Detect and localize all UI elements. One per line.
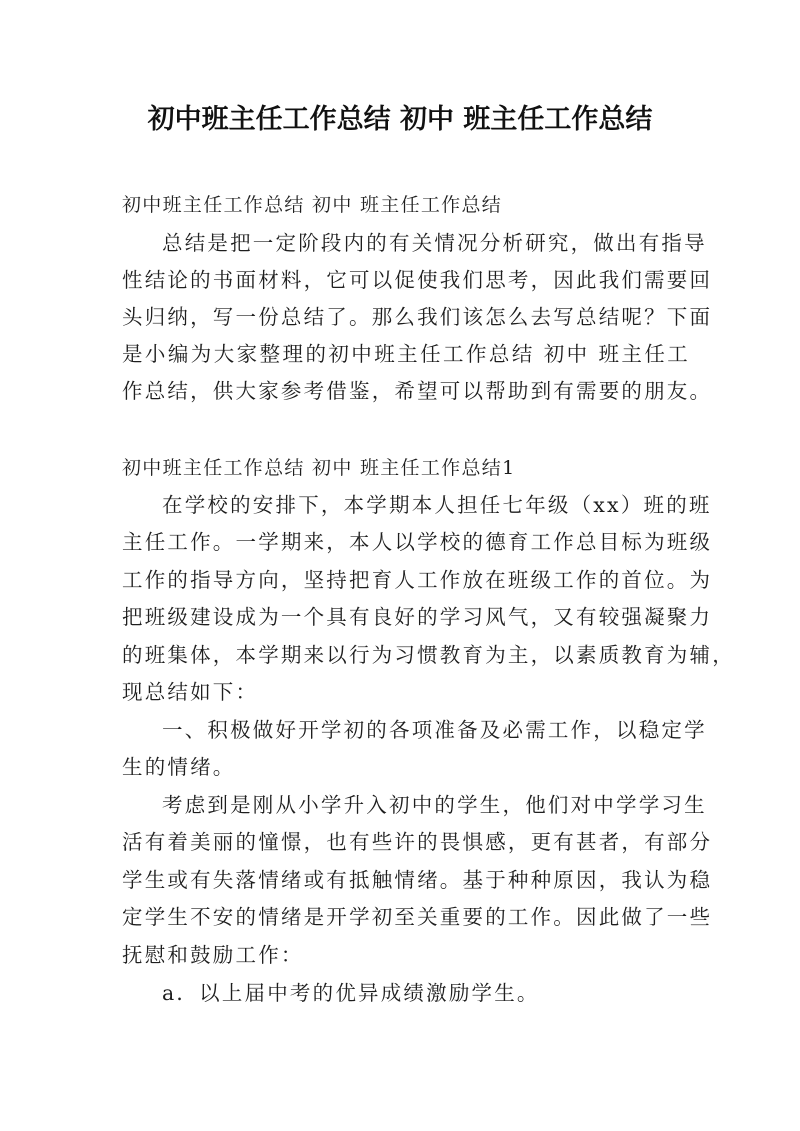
intro-line: 性结论的书面材料，它可以促使我们思考，因此我们需要回 [122,268,713,292]
intro-line: 是小编为大家整理的初中班主任工作总结 初中 班主任工 [122,342,690,366]
intro-line: 作总结，供大家参考借鉴，希望可以帮助到有需要的朋友。 [122,379,713,403]
section-line: 工作的指导方向，坚持把育人工作放在班级工作的首位。为 [122,568,713,592]
intro-line: 总结是把一定阶段内的有关情况分析研究，做出有指导 [162,231,707,255]
section-line: 主任工作。一学期来，本人以学校的德育工作总目标为班级 [122,530,713,554]
section-line: 抚慰和鼓励工作： [122,943,304,967]
section-line: 一、积极做好开学初的各项准备及必需工作，以稳定学 [162,718,707,742]
section-line: 在学校的安排下，本学期本人担任七年级（xx）班的班 [162,493,712,517]
section-line: 把班级建设成为一个具有良好的学习风气，又有较强凝聚力 [122,605,713,629]
section-line: 活有着美丽的憧憬，也有些许的畏惧感，更有甚者，有部分 [122,830,713,854]
section-line: a．以上届中考的优异成绩激励学生。 [162,981,540,1005]
document-title: 初中班主任工作总结 初中 班主任工作总结 [147,104,653,135]
section-line: 的班集体，本学期来以行为习惯教育为主，以素质教育为辅， [122,643,735,667]
section-line: 定学生不安的情绪是开学初至关重要的工作。因此做了一些 [122,905,713,929]
section-line: 学生或有失落情绪或有抵触情绪。基于种种原因，我认为稳 [122,868,713,892]
section-line: 生的情绪。 [122,755,236,779]
intro-heading: 初中班主任工作总结 初中 班主任工作总结 [122,194,503,216]
section-line: 考虑到是刚从小学升入初中的学生，他们对中学学习生 [162,793,707,817]
intro-line: 头归纳，写一份总结了。那么我们该怎么去写总结呢？下面 [122,305,713,329]
section-heading: 初中班主任工作总结 初中 班主任工作总结1 [122,457,516,479]
section-line: 现总结如下： [122,680,259,704]
